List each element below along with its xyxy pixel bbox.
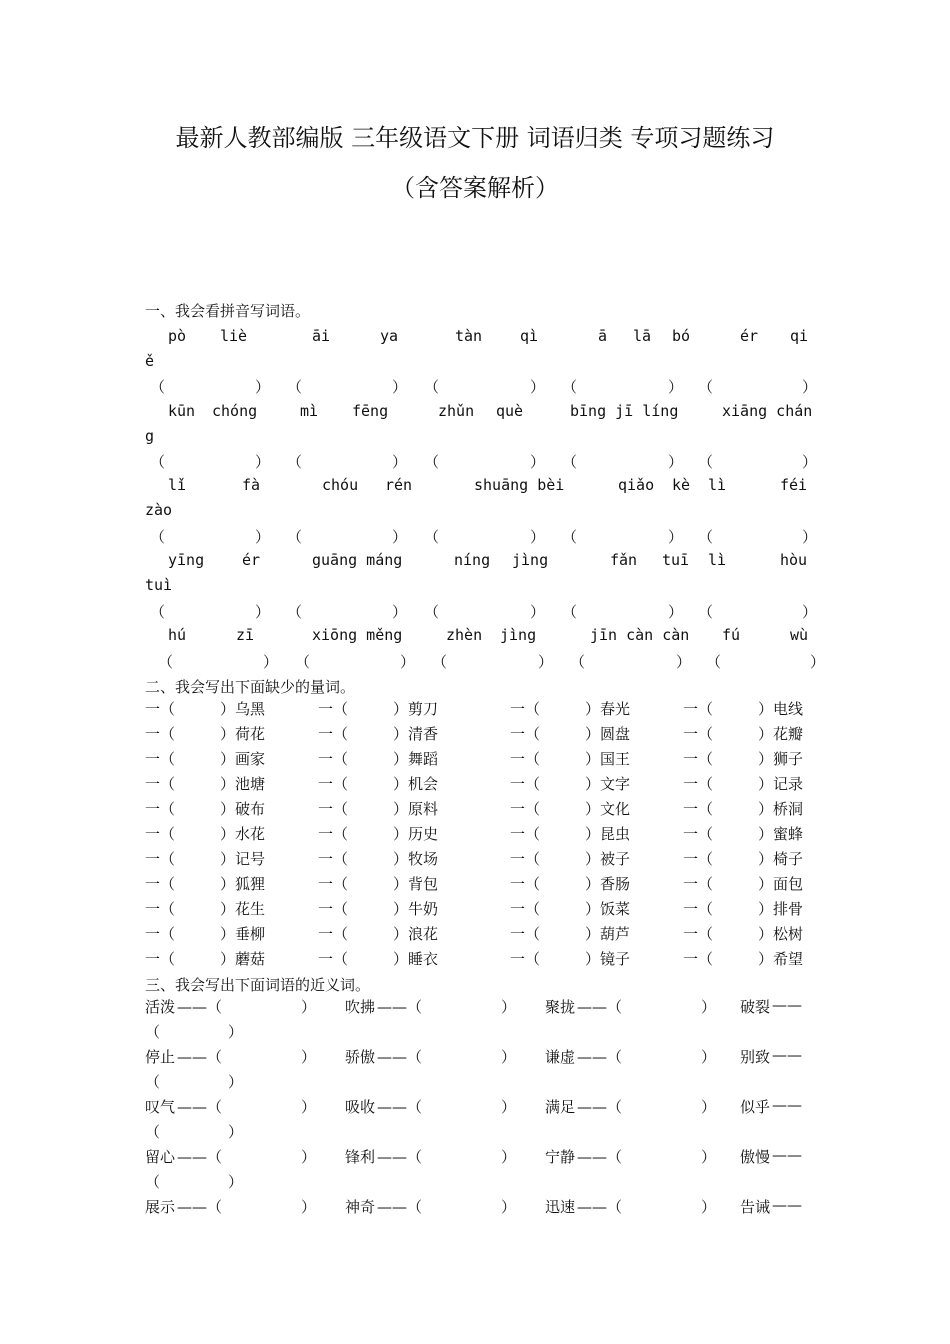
synonym-word: 锋利 <box>345 1148 376 1166</box>
pinyin-syllable: āi <box>312 327 331 345</box>
answer-blank-close: ） <box>263 653 279 671</box>
measure-blank-close: ） <box>585 725 601 743</box>
measure-word-item: 蜜蜂 <box>773 825 804 843</box>
measure-blank-close: ） <box>220 775 236 793</box>
pinyin-syllable: liè <box>220 327 248 345</box>
synonym-word: 吹拂 <box>345 998 376 1016</box>
measure-blank-open: 一（ <box>145 700 176 718</box>
synonym-blank-close: ） <box>701 1048 717 1066</box>
answer-blank-close: ） <box>802 528 818 546</box>
synonym-word: 宁静 <box>545 1148 576 1166</box>
measure-blank-open: 一（ <box>145 850 176 868</box>
measure-blank-close: ） <box>220 700 236 718</box>
measure-blank-open: 一（ <box>318 700 349 718</box>
measure-blank-open: 一（ <box>318 750 349 768</box>
measure-blank-open: 一（ <box>510 725 541 743</box>
synonym-dash: —— <box>772 1096 802 1114</box>
measure-blank-close: ） <box>220 750 236 768</box>
pinyin-syllable: ya <box>380 327 399 345</box>
measure-word-item: 狮子 <box>773 750 804 768</box>
answer-blank-close: ） <box>668 528 684 546</box>
measure-word-item: 花生 <box>235 900 266 918</box>
synonym-blank-close: ） <box>701 1198 717 1216</box>
measure-word-item: 清香 <box>408 725 439 743</box>
answer-blank-close: ） <box>668 378 684 396</box>
measure-blank-open: 一（ <box>318 900 349 918</box>
measure-word-item: 镜子 <box>600 950 631 968</box>
answer-blank-open: （ <box>562 378 578 396</box>
measure-blank-close: ） <box>393 850 409 868</box>
measure-word-item: 荷花 <box>235 725 266 743</box>
measure-blank-open: 一（ <box>145 900 176 918</box>
pinyin-syllable: tuī <box>662 551 690 569</box>
synonym-blank-close: ） <box>228 1073 244 1091</box>
measure-blank-close: ） <box>758 875 774 893</box>
pinyin-syllable: hú <box>168 626 187 644</box>
measure-blank-close: ） <box>393 775 409 793</box>
measure-blank-open: 一（ <box>145 875 176 893</box>
answer-blank-open: （ <box>287 528 303 546</box>
synonym-blank-open: ——（ <box>577 1198 623 1216</box>
answer-blank-close: ） <box>392 453 408 471</box>
pinyin-syllable: guāng máng <box>312 551 403 569</box>
synonym-blank-open: ——（ <box>577 1048 623 1066</box>
measure-blank-open: 一（ <box>145 950 176 968</box>
measure-word-item: 桥洞 <box>773 800 804 818</box>
measure-blank-open: 一（ <box>510 750 541 768</box>
answer-blank-close: ） <box>255 378 271 396</box>
synonym-blank-open: ——（ <box>577 1148 623 1166</box>
measure-blank-open: 一（ <box>683 775 714 793</box>
measure-blank-open: 一（ <box>683 875 714 893</box>
synonym-blank-close: ） <box>501 998 517 1016</box>
synonym-word: 神奇 <box>345 1198 376 1216</box>
answer-blank-open: （ <box>150 453 166 471</box>
answer-blank-open: （ <box>698 603 714 621</box>
synonym-blank-close: ） <box>228 1173 244 1191</box>
pinyin-syllable: shuāng bèi <box>474 476 565 494</box>
measure-word-item: 文化 <box>600 800 631 818</box>
measure-blank-open: 一（ <box>145 800 176 818</box>
answer-blank-open: （ <box>698 453 714 471</box>
measure-blank-open: 一（ <box>510 700 541 718</box>
measure-blank-close: ） <box>585 775 601 793</box>
measure-word-item: 圆盘 <box>600 725 631 743</box>
pinyin-syllable: xiōng měng <box>312 626 403 644</box>
synonym-blank-open: ——（ <box>177 1048 223 1066</box>
synonym-blank-close: ） <box>301 998 317 1016</box>
synonym-word: 活泼 <box>145 998 176 1016</box>
answer-blank-close: ） <box>530 603 546 621</box>
measure-word-item: 饭菜 <box>600 900 631 918</box>
pinyin-syllable: wù <box>790 626 809 644</box>
measure-word-item: 被子 <box>600 850 631 868</box>
synonym-blank-open: （ <box>145 1173 161 1191</box>
answer-blank-open: （ <box>698 528 714 546</box>
measure-blank-open: 一（ <box>683 725 714 743</box>
answer-blank-close: ） <box>530 378 546 396</box>
pinyin-syllable: chóng <box>212 402 258 420</box>
synonym-word: 别致 <box>740 1048 771 1066</box>
measure-word-item: 松树 <box>773 925 804 943</box>
measure-blank-close: ） <box>758 950 774 968</box>
answer-blank-open: （ <box>424 453 440 471</box>
answer-blank-close: ） <box>802 453 818 471</box>
measure-blank-open: 一（ <box>145 825 176 843</box>
pinyin-syllable: zhèn <box>446 626 483 644</box>
measure-word-item: 垂柳 <box>235 925 266 943</box>
synonym-word: 告诫 <box>740 1198 771 1216</box>
measure-blank-open: 一（ <box>318 725 349 743</box>
measure-word-item: 文字 <box>600 775 631 793</box>
pinyin-wrap: zào <box>145 501 173 519</box>
synonym-blank-open: ——（ <box>377 1048 423 1066</box>
measure-word-item: 牧场 <box>408 850 439 868</box>
measure-blank-close: ） <box>393 750 409 768</box>
answer-blank-close: ） <box>802 378 818 396</box>
pinyin-syllable: lā <box>633 327 652 345</box>
measure-blank-close: ） <box>758 800 774 818</box>
synonym-blank-close: ） <box>501 1198 517 1216</box>
answer-blank-close: ） <box>392 378 408 396</box>
pinyin-syllable: qì <box>520 327 539 345</box>
measure-blank-close: ） <box>220 900 236 918</box>
measure-blank-close: ） <box>393 700 409 718</box>
measure-blank-open: 一（ <box>318 925 349 943</box>
measure-word-item: 花瓣 <box>773 725 804 743</box>
pinyin-syllable: zī <box>236 626 255 644</box>
measure-word-item: 春光 <box>600 700 631 718</box>
measure-blank-open: 一（ <box>145 725 176 743</box>
measure-blank-open: 一（ <box>510 875 541 893</box>
answer-blank-open: （ <box>424 378 440 396</box>
synonym-dash: —— <box>772 996 802 1014</box>
measure-blank-close: ） <box>220 950 236 968</box>
measure-blank-open: 一（ <box>145 775 176 793</box>
synonym-blank-open: ——（ <box>177 1198 223 1216</box>
pinyin-syllable: jìng <box>500 626 537 644</box>
section-heading-pinyin: 一、我会看拼音写词语。 <box>145 302 311 320</box>
measure-blank-close: ） <box>393 825 409 843</box>
synonym-word: 留心 <box>145 1148 176 1166</box>
pinyin-syllable: fú <box>722 626 741 644</box>
synonym-blank-close: ） <box>228 1023 244 1041</box>
synonym-blank-open: （ <box>145 1123 161 1141</box>
synonym-blank-open: （ <box>145 1073 161 1091</box>
measure-word-item: 昆虫 <box>600 825 631 843</box>
pinyin-syllable: fǎn <box>610 551 638 569</box>
measure-word-item: 葫芦 <box>600 925 631 943</box>
answer-blank-close: ） <box>810 653 826 671</box>
measure-blank-close: ） <box>758 925 774 943</box>
synonym-word: 傲慢 <box>740 1148 771 1166</box>
synonym-blank-open: ——（ <box>177 1148 223 1166</box>
measure-word-item: 破布 <box>235 800 266 818</box>
answer-blank-open: （ <box>424 528 440 546</box>
pinyin-syllable: qi <box>790 327 809 345</box>
answer-blank-open: （ <box>562 603 578 621</box>
measure-word-item: 排骨 <box>773 900 804 918</box>
answer-blank-open: （ <box>570 653 586 671</box>
measure-word-item: 国王 <box>600 750 631 768</box>
answer-blank-open: （ <box>150 528 166 546</box>
measure-blank-open: 一（ <box>510 775 541 793</box>
answer-blank-open: （ <box>158 653 174 671</box>
synonym-blank-close: ） <box>501 1098 517 1116</box>
measure-blank-close: ） <box>585 850 601 868</box>
synonym-word: 聚拢 <box>545 998 576 1016</box>
measure-blank-close: ） <box>758 725 774 743</box>
synonym-word: 停止 <box>145 1048 176 1066</box>
synonym-blank-open: （ <box>145 1023 161 1041</box>
pinyin-syllable: lǐ <box>168 476 187 494</box>
synonym-blank-open: ——（ <box>577 998 623 1016</box>
measure-word-item: 背包 <box>408 875 439 893</box>
measure-blank-close: ） <box>585 825 601 843</box>
pinyin-syllable: zhǔn <box>438 402 475 420</box>
answer-blank-close: ） <box>802 603 818 621</box>
measure-word-item: 蘑菇 <box>235 950 266 968</box>
measure-word-item: 池塘 <box>235 775 266 793</box>
measure-blank-open: 一（ <box>510 900 541 918</box>
pinyin-syllable: jìng <box>512 551 549 569</box>
pinyin-syllable: fà <box>242 476 261 494</box>
answer-blank-open: （ <box>287 378 303 396</box>
measure-word-item: 希望 <box>773 950 804 968</box>
measure-blank-close: ） <box>393 950 409 968</box>
synonym-dash: —— <box>772 1046 802 1064</box>
measure-blank-open: 一（ <box>683 800 714 818</box>
measure-blank-open: 一（ <box>145 750 176 768</box>
answer-blank-close: ） <box>530 453 546 471</box>
measure-blank-close: ） <box>585 875 601 893</box>
answer-blank-close: ） <box>255 528 271 546</box>
synonym-word: 破裂 <box>740 998 771 1016</box>
synonym-blank-close: ） <box>701 1148 717 1166</box>
synonym-blank-open: ——（ <box>377 1198 423 1216</box>
measure-blank-open: 一（ <box>683 700 714 718</box>
measure-blank-close: ） <box>393 800 409 818</box>
answer-blank-close: ） <box>668 603 684 621</box>
synonym-dash: —— <box>772 1196 802 1214</box>
synonym-blank-close: ） <box>301 1098 317 1116</box>
answer-blank-open: （ <box>424 603 440 621</box>
synonym-word: 似乎 <box>740 1098 771 1116</box>
synonym-word: 满足 <box>545 1098 576 1116</box>
measure-blank-close: ） <box>758 825 774 843</box>
measure-blank-open: 一（ <box>318 775 349 793</box>
measure-blank-close: ） <box>220 925 236 943</box>
measure-word-item: 机会 <box>408 775 439 793</box>
measure-word-item: 睡衣 <box>408 950 439 968</box>
synonym-word: 骄傲 <box>345 1048 376 1066</box>
answer-blank-close: ） <box>392 528 408 546</box>
measure-word-item: 画家 <box>235 750 266 768</box>
answer-blank-open: （ <box>287 603 303 621</box>
measure-blank-open: 一（ <box>145 925 176 943</box>
measure-blank-close: ） <box>758 775 774 793</box>
measure-word-item: 剪刀 <box>408 700 439 718</box>
answer-blank-open: （ <box>698 378 714 396</box>
measure-word-item: 记录 <box>773 775 804 793</box>
answer-blank-open: （ <box>287 453 303 471</box>
measure-blank-open: 一（ <box>318 850 349 868</box>
answer-blank-close: ） <box>255 603 271 621</box>
pinyin-syllable: jīn càn càn <box>590 626 690 644</box>
pinyin-syllable: pò <box>168 327 187 345</box>
measure-blank-close: ） <box>220 800 236 818</box>
synonym-blank-open: ——（ <box>177 998 223 1016</box>
measure-blank-open: 一（ <box>318 950 349 968</box>
measure-blank-close: ） <box>585 900 601 918</box>
pinyin-syllable: kè <box>672 476 691 494</box>
pinyin-wrap: tuì <box>145 576 173 594</box>
synonym-blank-close: ） <box>228 1123 244 1141</box>
measure-word-item: 历史 <box>408 825 439 843</box>
measure-blank-close: ） <box>393 875 409 893</box>
measure-blank-open: 一（ <box>683 925 714 943</box>
synonym-blank-close: ） <box>301 1048 317 1066</box>
measure-blank-open: 一（ <box>683 750 714 768</box>
measure-blank-close: ） <box>393 900 409 918</box>
synonym-blank-close: ） <box>701 1098 717 1116</box>
synonym-blank-open: ——（ <box>177 1098 223 1116</box>
measure-word-item: 电线 <box>773 700 804 718</box>
measure-blank-open: 一（ <box>683 825 714 843</box>
measure-blank-open: 一（ <box>683 950 714 968</box>
synonym-dash: —— <box>772 1146 802 1164</box>
answer-blank-close: ） <box>400 653 416 671</box>
synonym-word: 谦虚 <box>545 1048 576 1066</box>
answer-blank-close: ） <box>255 453 271 471</box>
synonym-word: 叹气 <box>145 1098 176 1116</box>
synonym-blank-open: ——（ <box>377 1148 423 1166</box>
measure-blank-open: 一（ <box>510 825 541 843</box>
pinyin-syllable: lì <box>708 551 727 569</box>
measure-word-item: 记号 <box>235 850 266 868</box>
pinyin-syllable: ā <box>598 327 608 345</box>
pinyin-syllable: fēng <box>352 402 389 420</box>
measure-blank-close: ） <box>758 900 774 918</box>
measure-blank-close: ） <box>585 800 601 818</box>
measure-word-item: 牛奶 <box>408 900 439 918</box>
pinyin-syllable: kūn <box>168 402 196 420</box>
pinyin-syllable: chóu <box>322 476 359 494</box>
measure-blank-open: 一（ <box>683 900 714 918</box>
measure-blank-close: ） <box>758 700 774 718</box>
measure-blank-close: ） <box>585 950 601 968</box>
pinyin-syllable: tàn <box>455 327 483 345</box>
measure-blank-close: ） <box>393 725 409 743</box>
measure-blank-open: 一（ <box>510 925 541 943</box>
pinyin-syllable: lì <box>708 476 727 494</box>
measure-blank-close: ） <box>585 925 601 943</box>
pinyin-wrap: ě <box>145 352 155 370</box>
doc-subtitle: （含答案解析） <box>391 174 559 202</box>
pinyin-syllable: rén <box>385 476 413 494</box>
answer-blank-open: （ <box>562 453 578 471</box>
synonym-blank-open: ——（ <box>577 1098 623 1116</box>
measure-word-item: 舞蹈 <box>408 750 439 768</box>
answer-blank-close: ） <box>676 653 692 671</box>
measure-blank-close: ） <box>585 700 601 718</box>
measure-blank-close: ） <box>220 850 236 868</box>
measure-blank-close: ） <box>585 750 601 768</box>
synonym-blank-close: ） <box>701 998 717 1016</box>
doc-title: 最新人教部编版 三年级语文下册 词语归类 专项习题练习 <box>175 124 775 152</box>
measure-word-item: 面包 <box>773 875 804 893</box>
pinyin-syllable: què <box>496 402 524 420</box>
measure-word-item: 乌黑 <box>235 700 266 718</box>
synonym-word: 吸收 <box>345 1098 376 1116</box>
measure-blank-close: ） <box>758 750 774 768</box>
pinyin-syllable: hòu <box>780 551 808 569</box>
answer-blank-open: （ <box>295 653 311 671</box>
answer-blank-close: ） <box>538 653 554 671</box>
measure-blank-open: 一（ <box>510 800 541 818</box>
answer-blank-open: （ <box>432 653 448 671</box>
pinyin-syllable: ér <box>740 327 759 345</box>
measure-blank-close: ） <box>393 925 409 943</box>
section-heading-synonyms: 三、我会写出下面词语的近义词。 <box>145 976 371 994</box>
pinyin-syllable: féi <box>780 476 808 494</box>
section-heading-measure-words: 二、我会写出下面缺少的量词。 <box>145 678 356 696</box>
measure-blank-open: 一（ <box>510 850 541 868</box>
synonym-blank-close: ） <box>301 1148 317 1166</box>
measure-word-item: 水花 <box>235 825 266 843</box>
synonym-word: 展示 <box>145 1198 176 1216</box>
measure-word-item: 椅子 <box>773 850 804 868</box>
measure-blank-close: ） <box>220 825 236 843</box>
measure-blank-open: 一（ <box>683 850 714 868</box>
synonym-blank-open: ——（ <box>377 1098 423 1116</box>
measure-blank-close: ） <box>758 850 774 868</box>
answer-blank-open: （ <box>706 653 722 671</box>
pinyin-syllable: qiǎo <box>618 476 655 494</box>
answer-blank-open: （ <box>150 603 166 621</box>
pinyin-syllable: mì <box>300 402 319 420</box>
pinyin-wrap: g <box>145 427 155 445</box>
answer-blank-close: ） <box>392 603 408 621</box>
synonym-blank-open: ——（ <box>377 998 423 1016</box>
measure-blank-open: 一（ <box>510 950 541 968</box>
answer-blank-close: ） <box>668 453 684 471</box>
measure-word-item: 原料 <box>408 800 439 818</box>
pinyin-syllable: bīng jī líng <box>570 402 679 420</box>
answer-blank-open: （ <box>150 378 166 396</box>
answer-blank-open: （ <box>562 528 578 546</box>
synonym-blank-close: ） <box>501 1148 517 1166</box>
measure-blank-open: 一（ <box>318 875 349 893</box>
pinyin-syllable: bó <box>672 327 691 345</box>
measure-word-item: 香肠 <box>600 875 631 893</box>
synonym-blank-close: ） <box>501 1048 517 1066</box>
pinyin-syllable: xiāng chán <box>722 402 813 420</box>
pinyin-syllable: yīng <box>168 551 205 569</box>
synonym-word: 迅速 <box>545 1198 576 1216</box>
answer-blank-close: ） <box>530 528 546 546</box>
synonym-blank-close: ） <box>301 1198 317 1216</box>
measure-blank-close: ） <box>220 725 236 743</box>
pinyin-syllable: ér <box>242 551 261 569</box>
pinyin-syllable: níng <box>454 551 491 569</box>
measure-word-item: 浪花 <box>408 925 439 943</box>
measure-blank-open: 一（ <box>318 800 349 818</box>
measure-blank-open: 一（ <box>318 825 349 843</box>
measure-blank-close: ） <box>220 875 236 893</box>
measure-word-item: 狐狸 <box>235 875 266 893</box>
